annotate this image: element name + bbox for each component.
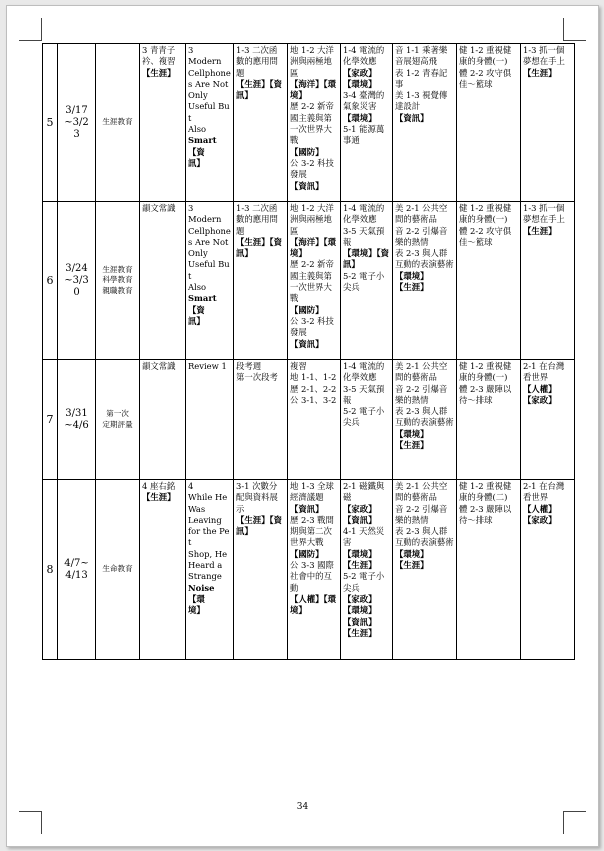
comp-line: 1-3 抓一個夢想在手上 [523,203,565,225]
english-line: Smart【資 [188,293,217,315]
week-number: 6 [43,202,58,360]
english-line: 境】 [188,605,205,616]
chinese-cell [140,44,186,202]
arts-line: 音 2-2 引爆音樂的熱情 [395,503,448,525]
health-line: 健 1-2 重視健康的身體(一) [459,45,512,67]
science-line: 【資訊】 [343,514,377,525]
chinese-line: 韻文常識 [142,203,176,213]
arts-line: 表 2-3 與人群互動的表演藝術 [395,526,454,548]
english-line: Heard a [188,560,223,571]
comp-line: 【人權】 [523,503,557,514]
chinese-line: 4 座右銘 [142,481,176,491]
health-cell [457,202,521,360]
science-line: 【生涯】 [343,627,377,638]
topics-line: 生命教育 [102,564,133,574]
math-cell [234,480,288,660]
table-row [43,480,575,660]
dates-line: 0 [73,286,80,298]
social-line: 公 3-2 科技發展 [290,157,334,180]
science-line: 5-2 電子小尖兵 [343,270,385,293]
science-line: 【生涯】 [343,560,377,571]
crop-mark-top-right [563,18,586,41]
science-line: 5-1 能源萬事通 [343,124,385,146]
social-cell [288,480,341,660]
arts-line: 【環境】 [395,270,429,281]
english-line: While He [188,492,228,503]
week-number: 5 [43,44,58,202]
math-line: 第一次段考 [236,372,278,383]
topics-line: 科學教育 [102,275,133,285]
comp-line: 2-1 在台灣看世界 [523,481,565,503]
dates-line: 3/31 [65,407,88,419]
comp-cell [521,44,575,202]
social-line: 地 1-2 大洋洲與兩極地區 [290,45,334,78]
comp-line: 【生涯】 [523,67,557,78]
arts-line: 表 2-3 與人群互動的表演藝術 [395,248,454,270]
health-line: 健 1-2 重視健康的身體(二) [459,481,512,503]
math-cell [234,360,288,480]
science-line: 【家政】 [343,593,377,604]
date-range [58,202,96,360]
arts-line: 【資訊】 [395,112,429,123]
arts-line: 【生涯】 [395,440,429,451]
science-cell [341,360,393,480]
dates-line: ~4/6 [64,419,89,431]
dates-line: ~3/3 [64,274,89,286]
arts-line: 美 2-1 公共空間的藝術品 [395,361,448,383]
math-line: 【生涯】【資訊】 [236,236,283,259]
science-line: 1-4 電流的化學效應 [343,361,385,383]
social-line: 【國防】 [290,548,324,559]
social-cell [288,44,341,202]
english-line: 訊】 [188,157,205,168]
english-line: Only [188,90,208,101]
dates-line: 4/13 [65,569,88,581]
social-line: 公 3-1、3-2 [290,394,337,405]
english-line: 訊】 [188,315,205,326]
social-line: 歷 2-3 戰間期與第二次世界大戰 [290,514,334,548]
arts-cell [393,202,457,360]
science-line: 2-1 磁鐵與磁 [343,481,385,503]
social-line: 地 1-2 大洋洲與兩極地區 [290,203,334,236]
english-cell [186,202,234,360]
arts-line: 美 1-3 視覺傳達設計 [395,90,448,112]
english-line: Only [188,248,208,259]
dates-line: 4/7~ [64,557,89,569]
chinese-cell [140,202,186,360]
health-line: 體 2-3 嚴陣以待～排球 [459,383,512,405]
topics-line: 生涯教育 [102,117,133,127]
crop-mark-bottom-right [563,811,586,834]
science-line: 【家政】 [343,67,377,78]
topic-cell [96,480,140,660]
health-cell [457,44,521,202]
english-line: Shop, He [188,548,228,559]
crop-mark-bottom-left [19,811,42,834]
math-line: 1-3 二次函數的應用問題 [236,45,278,78]
math-line: 1-3 二次函數的應用問題 [236,203,278,236]
social-line: 【資訊】 [290,503,324,514]
chinese-line: 【生涯】 [142,492,176,503]
health-cell [457,360,521,480]
arts-line: 【生涯】 [395,560,429,571]
science-line: 1-4 電流的化學效應 [343,45,385,67]
science-line: 3-5 天氣預報 [343,383,385,405]
chinese-cell [140,480,186,660]
document-page [6,5,599,847]
social-line: 【海洋】【環境】 [290,236,337,259]
english-line: s Are Not [188,78,229,89]
comp-line: 【家政】 [523,514,557,525]
health-line: 體 2-2 攻守俱佳～籃球 [459,225,512,247]
social-line: 歷 2-2 新帝國主義與第一次世界大戰 [290,101,334,146]
date-range [58,44,96,202]
science-line: 【環境】 [343,605,377,616]
science-line: 【資訊】 [343,616,377,627]
science-line: 【環境】【資訊】 [343,248,390,270]
english-line: s Are Not [188,236,229,247]
comp-line: 【人權】 [523,383,557,394]
chinese-cell [140,360,186,480]
english-line: 4 [188,481,194,491]
social-line: 【資訊】 [290,180,324,191]
comp-cell [521,202,575,360]
english-line: Strange [188,571,222,582]
health-cell [457,480,521,660]
english-line: Also [188,282,207,293]
math-cell [234,44,288,202]
arts-line: 美 2-1 公共空間的藝術品 [395,481,448,503]
dates-line: 3/24 [65,262,88,274]
science-line: 3-4 臺灣的氣象災害 [343,90,385,112]
comp-line: 1-3 抓一個夢想在手上 [523,45,565,67]
topics-line: 生涯教育 [102,264,133,274]
page-number: 34 [296,802,309,812]
social-line: 地 1-1、1-2 [290,372,337,383]
week-number: 8 [43,480,58,660]
arts-line: 【環境】 [395,548,429,559]
arts-line: 【環境】 [395,428,429,439]
topics-line: 親職教育 [102,285,133,295]
comp-line: 【生涯】 [523,225,557,236]
math-line: 段考週 [236,361,262,371]
table-row [43,44,575,202]
health-line: 體 2-2 攻守俱佳～籃球 [459,67,512,89]
social-line: 公 3-2 科技發展 [290,315,334,338]
english-line: Was [188,503,206,514]
date-range [58,360,96,480]
social-line: 【國防】 [290,304,324,315]
topics-line: 定期評量 [102,419,133,429]
science-line: 【環境】 [343,78,377,89]
science-line: 5-2 電子小尖兵 [343,406,385,428]
social-cell [288,360,341,480]
health-line: 體 2-3 嚴陣以待～排球 [459,503,512,525]
english-cell [186,360,234,480]
chinese-line: 【生涯】 [142,67,176,78]
health-line: 健 1-2 重視健康的身體(一) [459,203,512,225]
english-line: 3 [188,45,194,55]
english-line: Smart【資 [188,135,217,157]
social-line: 公 3-3 國際社會中的互動 [290,560,334,593]
arts-line: 【生涯】 [395,282,429,293]
comp-cell [521,480,575,660]
arts-line: 表 1-2 青春記事 [395,67,448,89]
english-line: Cellphone [188,225,231,236]
math-line: 【生涯】【資訊】 [236,514,283,537]
social-cell [288,202,341,360]
schedule-table [42,43,575,660]
dates-line: 3 [73,128,80,140]
table-row [43,202,575,360]
social-line: 地 1-3 全球經濟議題 [290,481,334,503]
arts-line: 音 2-2 引爆音樂的熱情 [395,383,448,405]
dates-line: ~3/2 [64,116,89,128]
week-number: 7 [43,360,58,480]
social-line: 【人權】【環境】 [290,593,337,616]
social-line: 歷 2-1、2-2 [290,383,337,394]
chinese-line: 韻文常識 [142,361,176,371]
science-line: 1-4 電流的化學效應 [343,203,385,225]
comp-line: 【家政】 [523,394,557,405]
table-row [43,360,575,480]
arts-line: 美 2-1 公共空間的藝術品 [395,203,448,225]
arts-cell [393,480,457,660]
english-line: Also [188,124,207,135]
science-line: 【家政】 [343,503,377,514]
arts-cell [393,44,457,202]
social-line: 【國防】 [290,146,324,157]
health-line: 健 1-2 重視健康的身體(一) [459,361,512,383]
english-line: Noise【環 [188,582,215,604]
arts-cell [393,360,457,480]
english-line: Useful But [188,259,230,281]
science-cell [341,44,393,202]
topic-cell [96,44,140,202]
science-line: 4-1 天然災害 [343,526,385,548]
english-line: Modern [188,214,222,225]
comp-line: 2-1 在台灣看世界 [523,361,565,383]
math-line: 3-1 次數分配與資料展示 [236,481,278,514]
comp-cell [521,360,575,480]
math-cell [234,202,288,360]
science-line: 【環境】 [343,112,377,123]
social-line: 歷 2-2 新帝國主義與第一次世界大戰 [290,259,334,304]
topic-cell [96,360,140,480]
dates-line: 3/17 [65,104,88,116]
arts-line: 音 1-1 乘著樂音展翅高飛 [395,45,448,67]
english-line: Leaving [188,514,222,525]
science-line: 5-2 電子小尖兵 [343,571,385,593]
chinese-line: 3 青青子衿、複習 [142,45,176,67]
english-line: Modern [188,56,222,67]
arts-line: 表 2-3 與人群互動的表演藝術 [395,406,454,428]
english-cell [186,44,234,202]
social-line: 【海洋】【環境】 [290,78,337,101]
science-line: 3-5 天氣預報 [343,225,385,247]
crop-mark-top-left [19,18,42,41]
social-line: 【資訊】 [290,338,324,349]
english-line: Useful But [188,101,230,123]
science-cell [341,202,393,360]
english-cell [186,480,234,660]
math-line: 【生涯】【資訊】 [236,78,283,101]
topics-line: 第一次 [106,409,129,418]
english-line: for the Pet [188,526,230,548]
english-line: Cellphone [188,67,231,78]
english-line: 3 [188,203,194,213]
arts-line: 音 2-2 引爆音樂的熱情 [395,225,448,247]
date-range [58,480,96,660]
science-cell [341,480,393,660]
social-line: 複習 [290,361,307,371]
science-line: 【環境】 [343,548,377,559]
topic-cell [96,202,140,360]
english-line: Review 1 [188,361,227,371]
